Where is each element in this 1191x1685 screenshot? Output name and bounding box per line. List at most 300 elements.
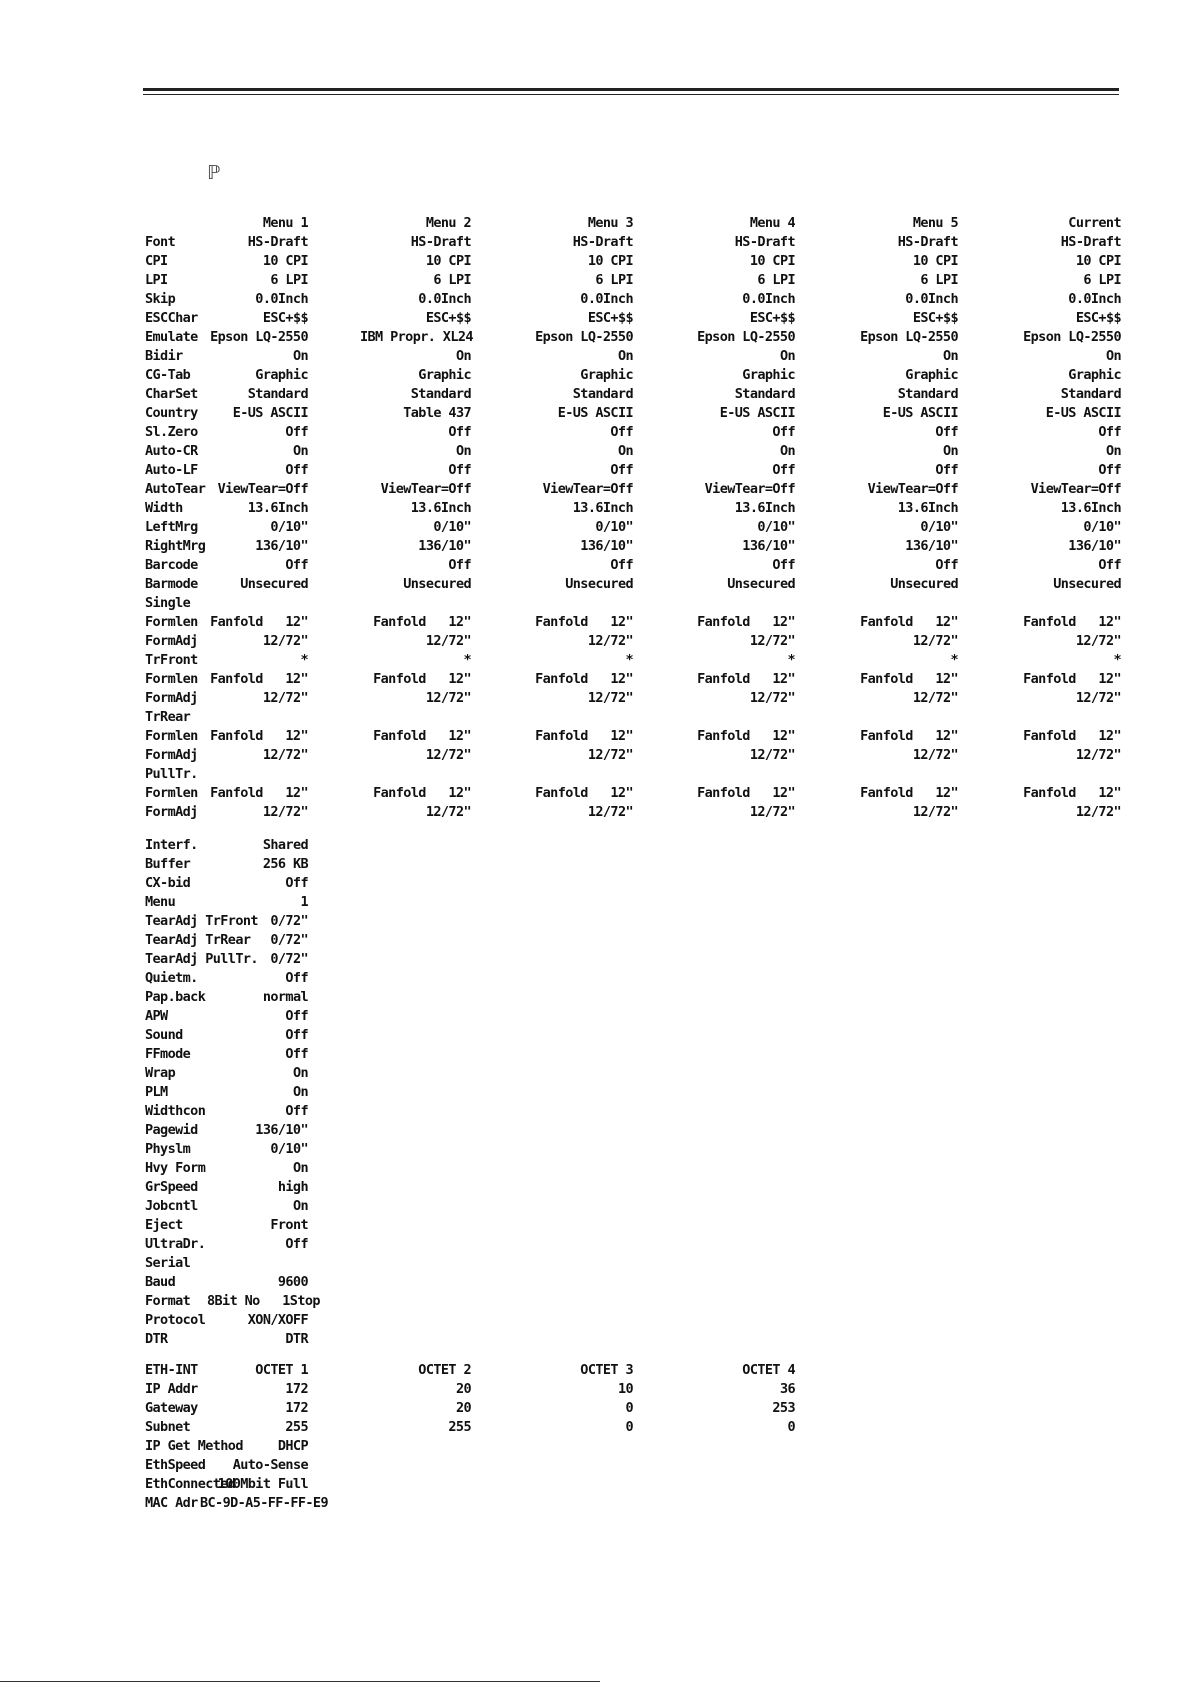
setting-value: 0/10": [757, 519, 795, 535]
menu-setting-row: [0, 347, 1191, 366]
setting-value: 12/72": [262, 747, 308, 763]
system-setting-value: 1: [300, 894, 308, 910]
ethernet-info-row: [0, 1475, 1191, 1494]
setting-value: 13.6Inch: [572, 500, 633, 516]
system-setting-row: [0, 1007, 1191, 1026]
ethernet-row-label: IP Addr: [145, 1381, 198, 1397]
setting-value: Fanfold 12": [860, 728, 958, 744]
ethernet-info-value: 100Mbit Full: [217, 1476, 308, 1492]
setting-value: Standard: [247, 386, 308, 402]
system-setting-label: Widthcon: [145, 1103, 206, 1119]
system-setting-row: [0, 1064, 1191, 1083]
setting-value: Table 437: [403, 405, 471, 421]
system-setting-row: [0, 1026, 1191, 1045]
setting-value: *: [300, 652, 308, 668]
setting-label: Font: [145, 234, 176, 250]
setting-value: *: [1113, 652, 1121, 668]
system-setting-label: Hvy Form: [145, 1160, 206, 1176]
setting-value: Unsecured: [403, 576, 471, 592]
setting-value: Epson LQ-2550: [210, 329, 308, 345]
octet-value: 255: [285, 1419, 308, 1435]
system-setting-label: PLM: [145, 1084, 168, 1100]
octet-header: OCTET 4: [742, 1362, 795, 1378]
setting-value: Fanfold 12": [373, 671, 471, 687]
system-setting-value: 9600: [277, 1274, 308, 1290]
setting-label: Country: [145, 405, 198, 421]
setting-label: FormAdj: [145, 690, 198, 706]
setting-value: On: [779, 443, 795, 459]
system-setting-label: Pagewid: [145, 1122, 198, 1138]
system-setting-label: DTR: [145, 1331, 168, 1347]
setting-value: Unsecured: [890, 576, 958, 592]
setting-value: ViewTear=Off: [217, 481, 308, 497]
setting-value: HS-Draft: [247, 234, 308, 250]
setting-value: 12/72": [912, 633, 958, 649]
ethernet-octet-row: [0, 1399, 1191, 1418]
setting-label: PullTr.: [145, 766, 198, 782]
setting-value: Off: [285, 557, 308, 573]
setting-value: 13.6Inch: [1060, 500, 1121, 516]
setting-value: 12/72": [1075, 747, 1121, 763]
menu-column-header: Menu 1: [262, 215, 308, 231]
system-setting-label: Jobcntl: [145, 1198, 198, 1214]
menu-setting-row: [0, 556, 1191, 575]
setting-value: 12/72": [912, 690, 958, 706]
setting-value: 12/72": [749, 804, 795, 820]
system-setting-label: GrSpeed: [145, 1179, 198, 1195]
setting-label: Barmode: [145, 576, 198, 592]
setting-value: ESC+$$: [912, 310, 958, 326]
ethernet-row-label: Subnet: [145, 1419, 191, 1435]
menu-setting-row: [0, 689, 1191, 708]
setting-value: Fanfold 12": [697, 671, 795, 687]
menu-setting-row: [0, 309, 1191, 328]
setting-value: ESC+$$: [587, 310, 633, 326]
menu-setting-row: [0, 784, 1191, 803]
system-setting-row: [0, 1216, 1191, 1235]
setting-value: Graphic: [418, 367, 471, 383]
setting-value: Fanfold 12": [860, 785, 958, 801]
setting-label: FormAdj: [145, 633, 198, 649]
setting-value: Off: [285, 424, 308, 440]
menu-setting-row: [0, 480, 1191, 499]
setting-value: On: [455, 348, 471, 364]
setting-label: Formlen: [145, 614, 198, 630]
setting-value: 0/10": [920, 519, 958, 535]
setting-value: 136/10": [580, 538, 633, 554]
setting-value: Off: [1098, 557, 1121, 573]
ethernet-info-row: [0, 1494, 1191, 1513]
setting-value: Standard: [897, 386, 958, 402]
menu-column-header: Menu 4: [749, 215, 795, 231]
setting-value: Fanfold 12": [1023, 614, 1121, 630]
setting-value: On: [617, 348, 633, 364]
setting-label: Width: [145, 500, 183, 516]
system-setting-value: 0/10": [270, 1141, 308, 1157]
system-setting-label: TearAdj TrRear: [145, 932, 251, 948]
menu-header-row: [0, 214, 1191, 233]
system-setting-value: Front: [270, 1217, 308, 1233]
system-setting-label: Pap.back: [145, 989, 206, 1005]
setting-label: Auto-CR: [145, 443, 198, 459]
setting-value: 12/72": [1075, 633, 1121, 649]
setting-value: *: [787, 652, 795, 668]
system-setting-value: normal: [262, 989, 308, 1005]
system-setting-label: Quietm.: [145, 970, 198, 986]
setting-value: ViewTear=Off: [1030, 481, 1121, 497]
setting-value: HS-Draft: [897, 234, 958, 250]
menu-column-header: Menu 3: [587, 215, 633, 231]
system-setting-label: Sound: [145, 1027, 183, 1043]
ethernet-header-label: ETH-INT: [145, 1362, 198, 1378]
menu-setting-row: [0, 765, 1191, 784]
setting-value: Unsecured: [727, 576, 795, 592]
setting-value: 10 CPI: [1075, 253, 1121, 269]
setting-label: LPI: [145, 272, 168, 288]
octet-value: 0: [625, 1419, 633, 1435]
octet-header: OCTET 2: [418, 1362, 471, 1378]
menu-setting-row: [0, 366, 1191, 385]
menu-setting-row: [0, 442, 1191, 461]
setting-value: On: [1105, 443, 1121, 459]
setting-value: Off: [935, 424, 958, 440]
ethernet-octet-row: [0, 1380, 1191, 1399]
system-setting-label: Physlm: [145, 1141, 191, 1157]
setting-value: Off: [772, 557, 795, 573]
setting-value: E-US ASCII: [882, 405, 958, 421]
setting-value: Unsecured: [565, 576, 633, 592]
setting-value: 0.0Inch: [742, 291, 795, 307]
system-setting-row: [0, 1045, 1191, 1064]
setting-value: 12/72": [262, 633, 308, 649]
setting-label: Formlen: [145, 785, 198, 801]
setting-value: ViewTear=Off: [704, 481, 795, 497]
setting-value: *: [950, 652, 958, 668]
setting-label: CharSet: [145, 386, 198, 402]
setting-value: Off: [1098, 462, 1121, 478]
octet-value: 172: [285, 1400, 308, 1416]
menu-column-header: Menu 2: [425, 215, 471, 231]
menu-setting-row: [0, 803, 1191, 822]
setting-value: On: [292, 443, 308, 459]
setting-label: FormAdj: [145, 804, 198, 820]
setting-value: 12/72": [1075, 690, 1121, 706]
setting-value: 12/72": [587, 804, 633, 820]
ethernet-info-value: DHCP: [277, 1438, 308, 1454]
setting-value: Fanfold 12": [210, 614, 308, 630]
setting-value: 12/72": [912, 804, 958, 820]
octet-value: 20: [455, 1400, 471, 1416]
setting-value: 12/72": [587, 747, 633, 763]
setting-value: 12/72": [749, 633, 795, 649]
setting-label: Barcode: [145, 557, 198, 573]
setting-label: Auto-LF: [145, 462, 198, 478]
setting-value: On: [779, 348, 795, 364]
system-setting-label: TearAdj PullTr.: [145, 951, 258, 967]
setting-label: Formlen: [145, 671, 198, 687]
setting-value: 13.6Inch: [247, 500, 308, 516]
menu-setting-row: [0, 575, 1191, 594]
setting-value: Fanfold 12": [210, 671, 308, 687]
setting-value: Standard: [734, 386, 795, 402]
setting-value: IBM Propr. XL24: [360, 329, 473, 345]
setting-value: On: [617, 443, 633, 459]
setting-value: E-US ASCII: [1045, 405, 1121, 421]
setting-value: 10 CPI: [587, 253, 633, 269]
setting-value: 12/72": [587, 633, 633, 649]
setting-value: 0/10": [595, 519, 633, 535]
system-setting-row: [0, 1330, 1191, 1349]
setting-value: 12/72": [425, 804, 471, 820]
system-setting-row: [0, 950, 1191, 969]
setting-value: Graphic: [255, 367, 308, 383]
octet-value: 172: [285, 1381, 308, 1397]
setting-value: 6 LPI: [1083, 272, 1121, 288]
setting-label: CG-Tab: [145, 367, 191, 383]
setting-value: Off: [935, 462, 958, 478]
ethernet-octet-row: [0, 1418, 1191, 1437]
setting-value: Unsecured: [240, 576, 308, 592]
system-setting-row: [0, 1121, 1191, 1140]
system-setting-row: [0, 931, 1191, 950]
system-setting-value: On: [292, 1198, 308, 1214]
octet-value: 255: [448, 1419, 471, 1435]
system-setting-row: [0, 836, 1191, 855]
setting-value: 12/72": [262, 690, 308, 706]
setting-value: 10 CPI: [912, 253, 958, 269]
system-setting-row: [0, 1140, 1191, 1159]
menu-setting-row: [0, 290, 1191, 309]
setting-value: E-US ASCII: [719, 405, 795, 421]
setting-value: Fanfold 12": [210, 728, 308, 744]
system-setting-label: Format: [145, 1293, 191, 1309]
ethernet-info-label: EthSpeed: [145, 1457, 206, 1473]
system-setting-label: Protocol: [145, 1312, 206, 1328]
system-setting-row: [0, 1273, 1191, 1292]
setting-value: Unsecured: [1053, 576, 1121, 592]
system-setting-row: [0, 893, 1191, 912]
setting-value: ViewTear=Off: [542, 481, 633, 497]
setting-value: 12/72": [425, 633, 471, 649]
system-setting-value: Shared: [262, 837, 308, 853]
system-setting-row: [0, 1254, 1191, 1273]
menu-setting-row: [0, 594, 1191, 613]
system-setting-label: Buffer: [145, 856, 191, 872]
setting-value: Off: [448, 424, 471, 440]
setting-value: Graphic: [580, 367, 633, 383]
setting-value: Fanfold 12": [535, 728, 633, 744]
system-setting-value: DTR: [285, 1331, 308, 1347]
setting-value: Off: [448, 462, 471, 478]
menu-setting-row: [0, 461, 1191, 480]
setting-value: HS-Draft: [410, 234, 471, 250]
setting-value: 12/72": [587, 690, 633, 706]
octet-value: 253: [772, 1400, 795, 1416]
menu-setting-row: [0, 708, 1191, 727]
system-setting-label: Wrap: [145, 1065, 176, 1081]
setting-label: ESCChar: [145, 310, 198, 326]
setting-value: 12/72": [749, 747, 795, 763]
setting-value: Epson LQ-2550: [860, 329, 958, 345]
setting-value: Fanfold 12": [697, 614, 795, 630]
setting-value: 6 LPI: [757, 272, 795, 288]
setting-label: TrFront: [145, 652, 198, 668]
setting-label: TrRear: [145, 709, 191, 725]
system-setting-label: Eject: [145, 1217, 183, 1233]
menu-setting-row: [0, 404, 1191, 423]
system-setting-value: Off: [285, 1027, 308, 1043]
system-setting-value: On: [292, 1084, 308, 1100]
setting-value: Fanfold 12": [373, 785, 471, 801]
setting-value: Fanfold 12": [535, 614, 633, 630]
ethernet-info-value: Auto-Sense: [232, 1457, 308, 1473]
setting-label: Formlen: [145, 728, 198, 744]
setting-value: Off: [772, 424, 795, 440]
setting-value: Fanfold 12": [860, 671, 958, 687]
setting-value: E-US ASCII: [557, 405, 633, 421]
system-setting-label: Baud: [145, 1274, 176, 1290]
setting-value: On: [455, 443, 471, 459]
setting-label: CPI: [145, 253, 168, 269]
setting-value: Off: [610, 557, 633, 573]
setting-value: 6 LPI: [595, 272, 633, 288]
setting-value: 0.0Inch: [1068, 291, 1121, 307]
system-setting-value: Off: [285, 1046, 308, 1062]
system-setting-label: Menu: [145, 894, 176, 910]
setting-label: AutoTear: [145, 481, 206, 497]
setting-value: Fanfold 12": [535, 785, 633, 801]
system-setting-label: Interf.: [145, 837, 198, 853]
octet-header: OCTET 1: [255, 1362, 308, 1378]
setting-value: 12/72": [262, 804, 308, 820]
octet-header: OCTET 3: [580, 1362, 633, 1378]
setting-value: Off: [935, 557, 958, 573]
setting-value: Fanfold 12": [210, 785, 308, 801]
system-setting-row: [0, 855, 1191, 874]
setting-value: On: [942, 348, 958, 364]
system-setting-value: 8Bit No 1Stop: [207, 1293, 320, 1309]
setting-value: *: [625, 652, 633, 668]
system-setting-value: On: [292, 1065, 308, 1081]
setting-value: Fanfold 12": [697, 785, 795, 801]
setting-value: 13.6Inch: [734, 500, 795, 516]
system-setting-value: Off: [285, 1236, 308, 1252]
setting-value: Off: [285, 462, 308, 478]
system-setting-value: 0/72": [270, 913, 308, 929]
setting-value: 0.0Inch: [418, 291, 471, 307]
system-setting-row: [0, 1083, 1191, 1102]
menu-setting-row: [0, 252, 1191, 271]
setting-label: Skip: [145, 291, 176, 307]
octet-value: 0: [787, 1419, 795, 1435]
setting-value: Off: [1098, 424, 1121, 440]
ethernet-row-label: Gateway: [145, 1400, 198, 1416]
top-rule: [143, 88, 1119, 91]
setting-label: RightMrg: [145, 538, 206, 554]
system-setting-row: [0, 1102, 1191, 1121]
setting-value: Off: [610, 462, 633, 478]
system-setting-label: FFmode: [145, 1046, 191, 1062]
system-setting-value: 0/72": [270, 951, 308, 967]
ethernet-info-label: MAC Adr: [145, 1495, 198, 1511]
setting-value: 12/72": [749, 690, 795, 706]
system-setting-row: [0, 912, 1191, 931]
setting-value: Epson LQ-2550: [1023, 329, 1121, 345]
octet-value: 0: [625, 1400, 633, 1416]
setting-value: 0/10": [433, 519, 471, 535]
system-setting-label: UltraDr.: [145, 1236, 206, 1252]
setting-value: HS-Draft: [734, 234, 795, 250]
setting-value: 12/72": [425, 690, 471, 706]
octet-value: 10: [617, 1381, 633, 1397]
ethernet-header-row: [0, 1361, 1191, 1380]
setting-value: 136/10": [905, 538, 958, 554]
setting-value: 0.0Inch: [580, 291, 633, 307]
menu-column-header: Menu 5: [912, 215, 958, 231]
menu-setting-row: [0, 518, 1191, 537]
menu-setting-row: [0, 328, 1191, 347]
setting-value: HS-Draft: [572, 234, 633, 250]
system-setting-value: 0/72": [270, 932, 308, 948]
setting-label: FormAdj: [145, 747, 198, 763]
setting-value: Fanfold 12": [1023, 785, 1121, 801]
setting-value: 10 CPI: [262, 253, 308, 269]
menu-setting-row: [0, 613, 1191, 632]
setting-value: Standard: [410, 386, 471, 402]
system-setting-row: [0, 969, 1191, 988]
setting-value: 6 LPI: [433, 272, 471, 288]
menu-column-header: Current: [1068, 215, 1121, 231]
system-setting-row: [0, 1159, 1191, 1178]
setting-value: 13.6Inch: [410, 500, 471, 516]
setting-value: Fanfold 12": [860, 614, 958, 630]
menu-setting-row: [0, 632, 1191, 651]
setting-value: ViewTear=Off: [380, 481, 471, 497]
system-setting-row: [0, 874, 1191, 893]
system-setting-row: [0, 1178, 1191, 1197]
menu-setting-row: [0, 537, 1191, 556]
menu-setting-row: [0, 423, 1191, 442]
system-setting-label: TearAdj TrFront: [145, 913, 258, 929]
setting-value: 136/10": [255, 538, 308, 554]
setting-value: 12/72": [425, 747, 471, 763]
setting-value: 0.0Inch: [255, 291, 308, 307]
setting-value: 136/10": [418, 538, 471, 554]
system-setting-row: [0, 1197, 1191, 1216]
ethernet-info-value: BC-9D-A5-FF-FF-E9: [200, 1495, 328, 1511]
setting-value: HS-Draft: [1060, 234, 1121, 250]
setting-value: Fanfold 12": [535, 671, 633, 687]
setting-value: On: [942, 443, 958, 459]
system-setting-value: Off: [285, 1008, 308, 1024]
system-setting-value: 256 KB: [262, 856, 308, 872]
setting-value: Graphic: [742, 367, 795, 383]
menu-setting-row: [0, 670, 1191, 689]
system-setting-label: CX-bid: [145, 875, 191, 891]
menu-setting-row: [0, 499, 1191, 518]
menu-setting-row: [0, 233, 1191, 252]
system-setting-row: [0, 988, 1191, 1007]
setting-value: Fanfold 12": [1023, 671, 1121, 687]
setting-value: 10 CPI: [425, 253, 471, 269]
setting-value: Standard: [1060, 386, 1121, 402]
system-setting-label: APW: [145, 1008, 168, 1024]
setting-value: Off: [772, 462, 795, 478]
system-setting-value: Off: [285, 970, 308, 986]
system-setting-value: Off: [285, 875, 308, 891]
system-setting-value: XON/XOFF: [247, 1312, 308, 1328]
ethernet-info-label: EthConnected: [145, 1476, 236, 1492]
